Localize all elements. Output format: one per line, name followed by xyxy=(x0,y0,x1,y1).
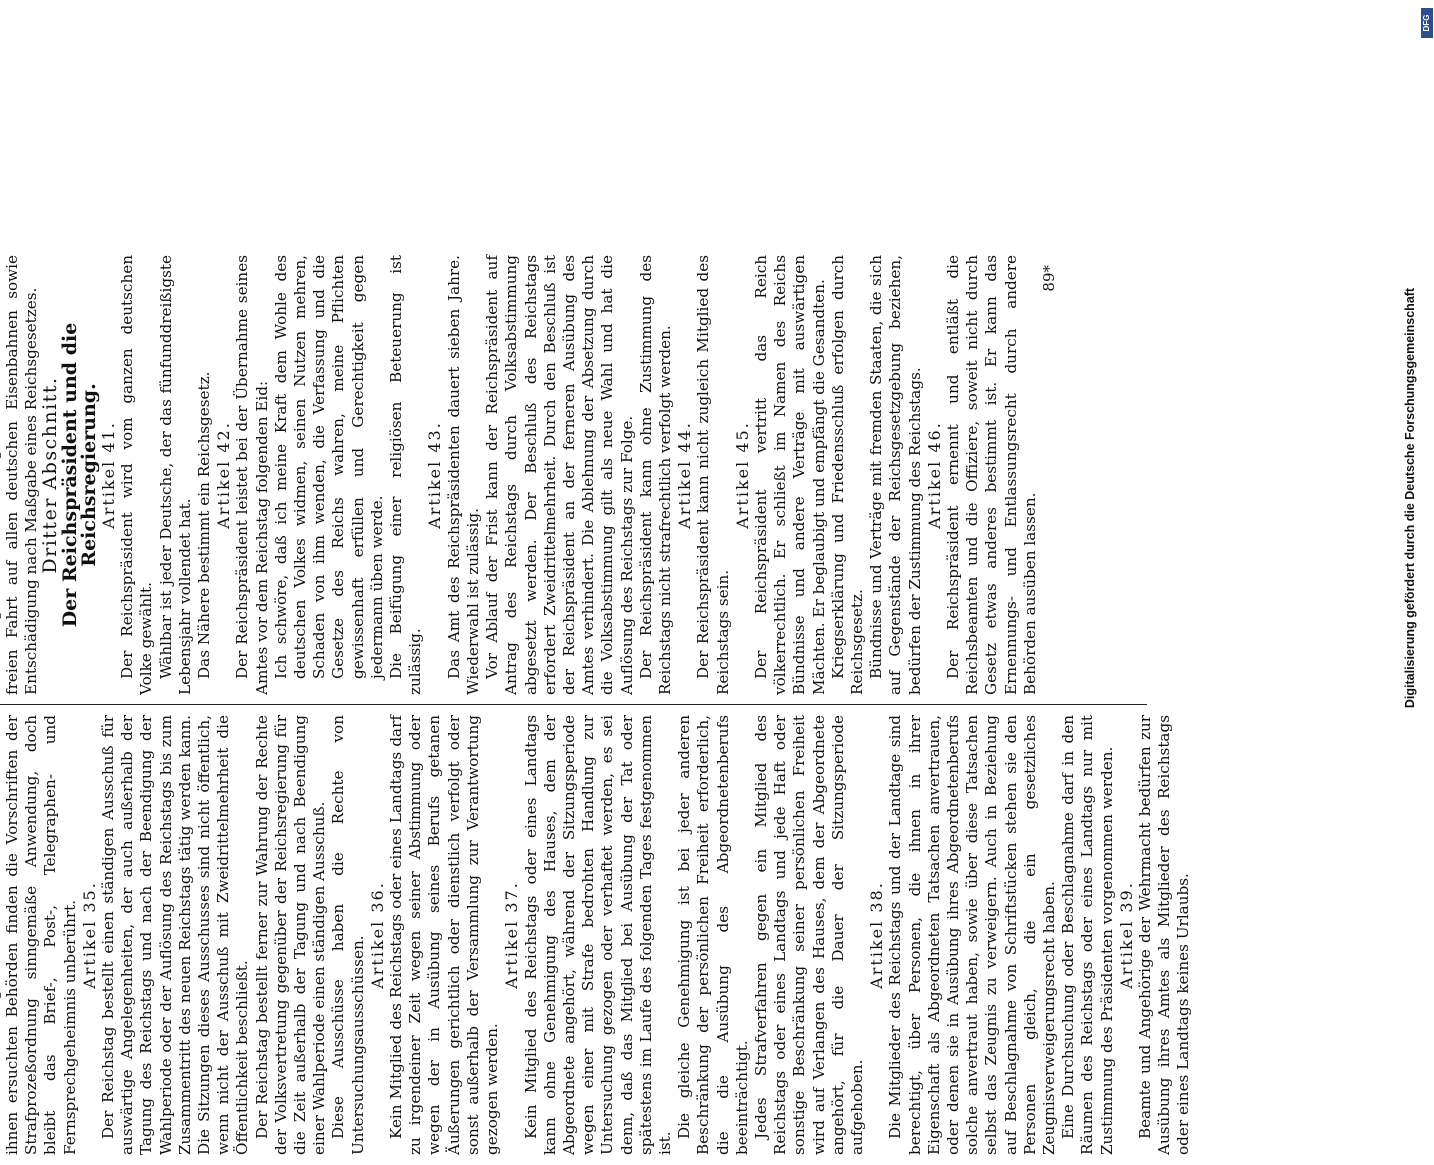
article-heading: Artikel 36. xyxy=(367,881,387,989)
section-heading: Dritter Abschnitt. xyxy=(39,376,62,574)
dfg-logo-text: DFG xyxy=(1422,14,1431,32)
section-title: Der Reichspräsident und die Reichsregierung. xyxy=(58,322,100,628)
paragraph: Der Reichstag bestellt einen ständigen Ausschuß für auswärtige Angelegenheiten, der auch außerhalb der Tagung des Reichstags und nach der Beendigung der Wahlperiode oder der Auflösung des Reichstags bis zum Zusammentritt des neuen Reichstags tätig werden kann. Die Sitzungen dieses Ausschusses sind nicht öffentlich, wenn nicht der Ausschuß mit Zweidrittelmehrheit die Öffentlichkeit beschließt. xyxy=(99,715,252,1155)
paragraph: Der Reichspräsident kann ohne Zustimmung des Reichstags nicht strafrechtlich verfolgt werden. xyxy=(636,255,674,695)
paragraph: Kriegserklärung und Friedensschluß erfolgen durch Reichsgesetz. xyxy=(828,255,866,695)
paragraph: Der Reichspräsident ernennt und entläßt die Reichsbeamten und die Offiziere, soweit nicht durch Gesetz etwas anderes bestimmt ist. Er kann das Ernennungs- und Entlassungsrecht durch andere Behörden ausüben lassen. xyxy=(943,255,1039,695)
article-heading: Artikel 44. xyxy=(675,421,695,529)
rotated-page xyxy=(0,245,1193,1165)
article-heading: Artikel 45. xyxy=(732,421,752,529)
paragraph: Beamte und Angehörige der Wehrmacht bedürfen zur Ausübung ihres Amtes als Mitglieder des Reichstags oder eines Landtags keines Urlaubs. xyxy=(1136,715,1193,1155)
article-heading: Artikel 41. xyxy=(99,421,119,529)
article-heading: Artikel 46. xyxy=(924,421,944,529)
article-heading: Artikel 35. xyxy=(79,881,99,989)
paragraph: Der Reichspräsident vertritt das Reich völkerrechtlich. Er schließt im Namen des Reichs Bündnisse und andere Verträge mit auswärtigen Mächten. Er beglaubigt und empfängt die Gesandten. xyxy=(751,255,828,695)
paragraph: Die Beifügung einer religiösen Beteuerung ist zulässig. xyxy=(387,255,425,695)
paragraph: Das Nähere bestimmt ein Reichsgesetz. xyxy=(195,371,214,679)
funding-note xyxy=(1392,8,1428,992)
oath-text: Ich schwöre, daß ich meine Kraft dem Wohle des deutschen Volkes widmen, seinen Nutzen mehren, Schaden von ihm wenden, die Verfassung und die Gesetze des Reichs wahren, meine Pflichten gewissenhaft erfüllen und Gerechtigkeit gegen jedermann üben werde. xyxy=(271,255,386,679)
paragraph: Eine Durchsuchung oder Beschlagnahme darf in den Räumen des Reichstags oder eines Landtags nur mit Zustimmung des Präsidenten vorgenommen werden. xyxy=(1059,715,1116,1155)
paragraph: Die Mitglieder des Reichstags und der Landtage sind berechtigt, über Personen, die ihnen in ihrer Eigenschaft als Abgeordneten Tatsachen anvertrauen, oder denen sie in Ausübung ihres Abgeordnetenberufs solche anvertraut haben, sowie über diese Tatsachen selbst das Zeugnis zu verweigern. Auch in Beziehung auf Beschlagnahme von Schriftstücken stehen sie den Personen gleich, die ein gesetzliches Zeugnisverweigerungsrecht haben. xyxy=(886,715,1058,1155)
paragraph: ihnen ersuchten Behörden finden die Vorschriften der Strafprozeßordnung sinngemäße Anwendung, doch bleibt das Brief-, Post-, Telegraphen- und Fernsprechgeheimnis unberührt. xyxy=(3,715,79,1155)
dfg-logo-badge xyxy=(1421,8,1433,38)
paragraph: Bündnisse und Verträge mit fremden Staaten, die sich auf Gegenstände der Reichsgesetzgebung beziehen, bedürfen der Zustimmung des Reichstags. xyxy=(867,255,924,695)
paragraph: Jedes Strafverfahren gegen ein Mitglied des Reichstags oder eines Landtags und jede Haft oder sonstige Beschränkung seiner persönlichen Freiheit wird auf Verlangen des Hauses, dem der Abgeordnete angehört, für die Dauer der Sitzungsperiode aufgehoben. xyxy=(751,715,866,1155)
paragraph: Wählbar ist jeder Deutsche, der das fünfunddreißigste Lebensjahr vollendet hat. xyxy=(156,255,194,695)
column-divider xyxy=(0,704,1147,705)
paragraph: Der Reichspräsident kann nicht zugleich Mitglied des Reichstags sein. xyxy=(694,255,732,695)
paragraph: Kein Mitglied des Reichstags oder eines Landtags darf zu irgendeiner Zeit wegen seiner Abstimmung oder wegen der in Ausübung seines Berufs getanen Äußerungen gerichtlich oder dienstlich verfolgt oder sonst außerhalb der Versammlung zur Verantwortung gezogen werden. xyxy=(387,715,502,1155)
article-heading: Artikel 43. xyxy=(425,421,445,529)
paragraph: Der Reichspräsident leistet bei der Übernahme seines Amtes vor dem Reichstag folgenden Eid: xyxy=(233,255,271,695)
paragraph: Vor Ablauf der Frist kann der Reichspräsident auf Antrag des Reichstags durch Volksabstimmung abgesetzt werden. Der Beschluß des Reichstags erfordert Zweidrittelmehrheit. Durch den Beschluß ist der Reichspräsident an der ferneren Ausübung des Amtes verhindert. Die Ablehnung der Absetzung durch die Volksabstimmung gilt als neue Wahl und hat die Auflösung des Reichstags zur Folge. xyxy=(483,255,636,695)
paragraph: Der Reichstag bestellt ferner zur Wahrung der Rechte der Volksvertretung gegenüber der Reichsregierung für die Zeit außerhalb der Tagung und nach Beendigung einer Wahlperiode einen ständigen Ausschuß. xyxy=(252,715,329,1155)
paragraph: Das Amt des Reichspräsidenten dauert sieben Jahre. Wiederwahl ist zulässig. xyxy=(444,255,482,695)
page-content xyxy=(0,245,1193,1165)
paragraph: Kein Mitglied des Reichstags oder eines Landtags kann ohne Genehmigung des Hauses, dem der Abgeordnete angehört, während der Sitzungsperiode wegen einer mit Strafe bedrohten Handlung zur Untersuchung gezogen oder verhaftet werden, es sei denn, daß das Mitglied bei Ausübung der Tat oder spätestens im Laufe des folgenden Tages festgenommen ist. xyxy=(521,715,674,1155)
article-heading: Artikel 37. xyxy=(502,881,522,989)
left-column xyxy=(0,715,1193,1155)
paragraph: Die gleiche Genehmigung ist bei jeder anderen Beschränkung der persönlichen Freiheit erforderlich, die die Ausübung des Abgeordnetenberufs beeinträchtigt. xyxy=(675,715,751,1155)
right-column xyxy=(0,255,1167,695)
paragraph: freien Fahrt auf allen deutschen Eisenbahnen sowie Entschädigung nach Maßgabe eines Reichsgesetzes. xyxy=(3,255,41,695)
signature-mark: 89* xyxy=(1039,265,1058,292)
article-heading: Artikel 42. xyxy=(214,421,234,529)
article-heading: Artikel 38. xyxy=(867,881,887,989)
article-heading: Artikel 39. xyxy=(1116,881,1136,989)
funding-note-text: Digitalisierung gefördert durch die Deutsche Forschungsgemeinschaft xyxy=(1403,287,1417,709)
paragraph: Der Reichspräsident wird vom ganzen deutschen Volke gewählt. xyxy=(118,255,156,695)
paragraph: Diese Ausschüsse haben die Rechte von Untersuchungsausschüssen. xyxy=(329,715,367,1155)
